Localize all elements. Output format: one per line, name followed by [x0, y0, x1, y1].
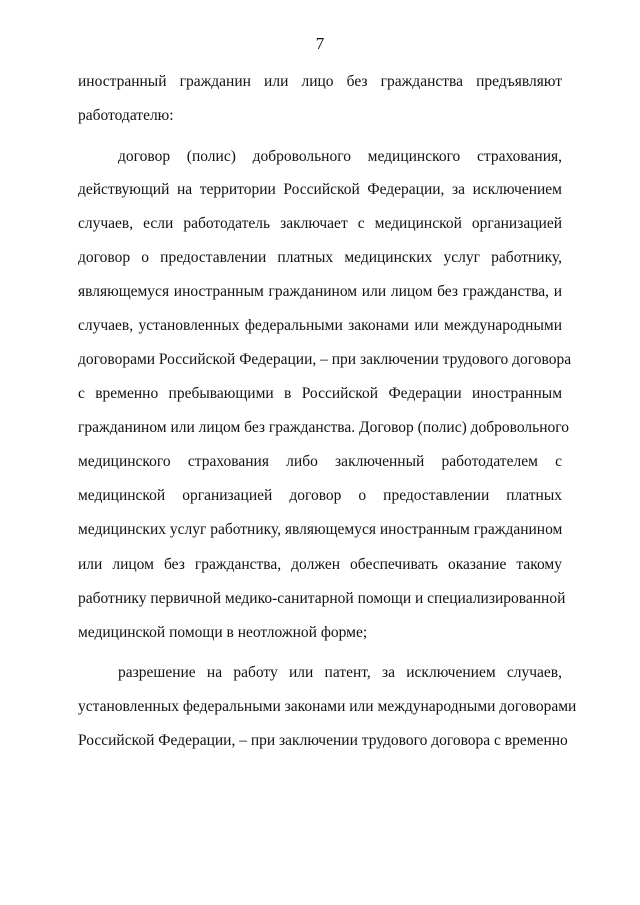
- text-line: случаев, установленных федеральными законами или международными: [78, 317, 562, 334]
- text-line: иностранный гражданин или лицо без гражданства предъявляют: [78, 73, 562, 90]
- text-line: договорами Российской Федерации, – при заключении трудового договора: [78, 351, 572, 368]
- text-line: случаев, если работодатель заключает с медицинской организацией: [78, 215, 562, 232]
- text-line: установленных федеральными законами или международными договорами: [78, 698, 577, 715]
- text-line: являющемуся иностранным гражданином или лицом без гражданства, и: [78, 283, 562, 300]
- text-line: медицинской помощи в неотложной форме;: [78, 624, 368, 641]
- page-number: 7: [315, 34, 325, 53]
- text-line: медицинской организацией договор о предоставлении платных: [78, 487, 562, 504]
- text-line: действующий на территории Российской Федерации, за исключением: [78, 181, 562, 198]
- text-line: работодателю:: [78, 107, 174, 124]
- text-line: Российской Федерации, – при заключении трудового договора с временно: [78, 732, 568, 749]
- text-line: гражданином или лицом без гражданства. Договор (полис) добровольного: [78, 419, 569, 436]
- text-line: договор о предоставлении платных медицинских услуг работнику,: [78, 249, 562, 266]
- text-line: медицинских услуг работнику, являющемуся иностранным гражданином: [78, 521, 563, 538]
- text-line: работнику первичной медико-санитарной помощи и специализированной: [78, 590, 566, 607]
- text-line: договор (полис) добровольного медицинского страхования,: [118, 148, 562, 165]
- text-line: или лицом без гражданства, должен обеспечивать оказание такому: [78, 556, 562, 573]
- text-line: разрешение на работу или патент, за исключением случаев,: [118, 664, 562, 681]
- text-line: медицинского страхования либо заключенный работодателем с: [78, 453, 562, 470]
- text-line: с временно пребывающими в Российской Федерации иностранным: [78, 385, 562, 402]
